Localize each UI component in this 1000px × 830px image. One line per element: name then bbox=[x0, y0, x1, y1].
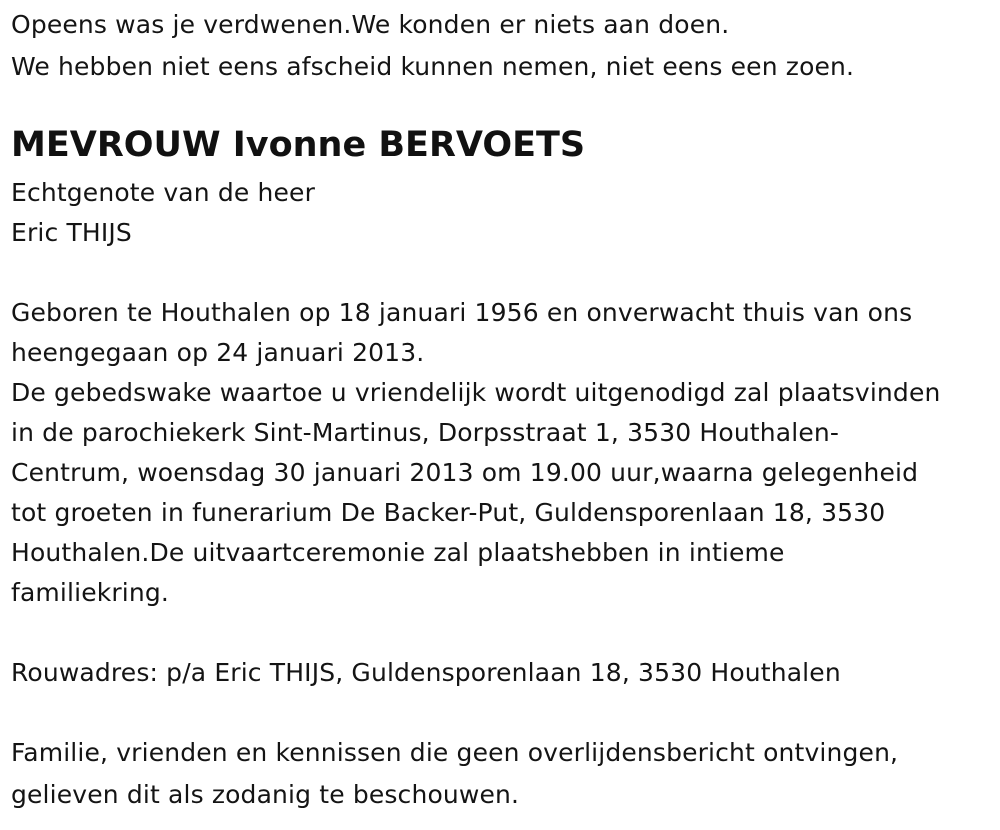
announcement-line: tot groeten in funerarium De Backer-Put, Guldensporenlaan 18, 3530 bbox=[11, 498, 886, 527]
announcement-line: De gebedswake waartoe u vriendelijk wordt uitgenodigd zal plaatsvinden bbox=[11, 378, 941, 407]
verse-line: Opeens was je verdwenen.We konden er niets aan doen. bbox=[11, 10, 730, 39]
announcement-line: Houthalen.De uitvaartceremonie zal plaatshebben in intieme bbox=[11, 538, 785, 567]
deceased-name: MEVROUW Ivonne BERVOETS bbox=[11, 125, 586, 165]
announcement-line: Geboren te Houthalen op 18 januari 1956 en onverwacht thuis van ons bbox=[11, 298, 913, 327]
announcement-line: Centrum, woensdag 30 januari 2013 om 19.00 uur,waarna gelegenheid bbox=[11, 458, 919, 487]
announcement-line: in de parochiekerk Sint-Martinus, Dorpsstraat 1, 3530 Houthalen- bbox=[11, 418, 840, 447]
announcement-line: heengegaan op 24 januari 2013. bbox=[11, 338, 425, 367]
relation-line: Eric THIJS bbox=[11, 218, 132, 247]
announcement-line: familiekring. bbox=[11, 578, 170, 607]
closing-line: Familie, vrienden en kennissen die geen overlijdensbericht ontvingen, bbox=[11, 738, 899, 767]
verse-line: We hebben niet eens afscheid kunnen nemen, niet eens een zoen. bbox=[11, 52, 855, 81]
relation-line: Echtgenote van de heer bbox=[11, 178, 315, 207]
closing-line: gelieven dit als zodanig te beschouwen. bbox=[11, 780, 520, 809]
mourning-address: Rouwadres: p/a Eric THIJS, Guldensporenlaan 18, 3530 Houthalen bbox=[11, 658, 841, 687]
